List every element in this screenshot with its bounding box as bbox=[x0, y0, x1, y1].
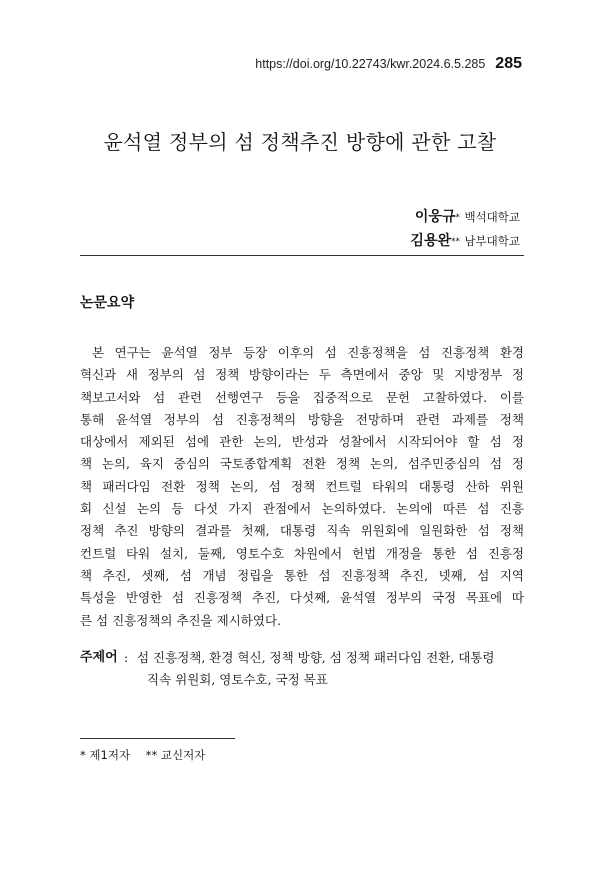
running-header bbox=[255, 55, 522, 73]
abstract-line: 책 패러다임 전환 정책 논의, 섬 정책 컨트럴 타워의 대통령 산하 위원 bbox=[80, 478, 524, 494]
author-name: 이웅규 bbox=[414, 209, 456, 225]
abstract-line: 책보고서와 섬 관련 선행연구 등을 집중적으로 문헌 고찰하였다. 이를 bbox=[80, 389, 524, 405]
author-entry bbox=[410, 206, 520, 230]
footnote-corresponding-author: ** 교신저자 bbox=[145, 748, 206, 762]
abstract-line: 른 섬 진흥정책의 추진을 제시하였다. bbox=[80, 612, 281, 628]
abstract-heading: 논문요약 bbox=[80, 295, 135, 311]
footnote-divider bbox=[80, 738, 235, 739]
abstract-line: 책 논의, 육지 중심의 국토종합계획 전환 정책 논의, 섬주민중심의 섬 정 bbox=[80, 456, 524, 472]
footnotes bbox=[80, 747, 205, 763]
author-entry bbox=[410, 230, 520, 254]
author-name: 김용완 bbox=[410, 233, 451, 249]
keywords-label: 주제어 bbox=[80, 650, 118, 665]
abstract-line: 특성을 반영한 섬 진흥정책 추진, 다섯째, 윤석열 정부의 국정 목표에 따 bbox=[80, 590, 524, 606]
footnote-first-author: * 제1저자 bbox=[80, 748, 131, 762]
abstract-line: 회 신설 논의 등 다섯 가지 관점에서 논의하였다. 논의에 따른 섬 진흥 bbox=[80, 501, 524, 517]
page-number: 285 bbox=[495, 55, 522, 72]
keywords-text bbox=[137, 647, 524, 691]
author-mark: ** bbox=[451, 237, 460, 247]
abstract-body bbox=[80, 342, 524, 632]
abstract-line: 정책 추진 방향의 결과를 첫째, 대통령 직속 위원회에 일원화한 섬 정책 bbox=[80, 523, 524, 539]
abstract-line: 혁신과 새 정부의 섬 정책 방향이라는 두 측면에서 중앙 및 지방정부 정 bbox=[80, 367, 524, 383]
keywords-colon: : bbox=[124, 650, 129, 665]
keywords-block bbox=[80, 647, 524, 691]
paper-title: 윤석열 정부의 섬 정책추진 방향에 관한 고찰 bbox=[103, 130, 497, 154]
header-divider bbox=[80, 255, 524, 256]
abstract-line: 컨트럴 타워 설치, 둘째, 영토수호 차원에서 헌법 개정을 통한 섬 진흥정 bbox=[80, 545, 524, 561]
author-mark: * bbox=[455, 213, 460, 223]
abstract-line: 통해 윤석열 정부의 섬 진흥정책의 방향을 전망하며 관련 과제를 정책 bbox=[80, 411, 524, 427]
abstract-line: 대상에서 제외된 섬에 관한 논의, 반성과 성찰에서 시작되어야 할 섬 정 bbox=[80, 434, 524, 450]
author-affiliation: 남부대학교 bbox=[464, 234, 520, 248]
keywords-line: 섬 진흥정책, 환경 혁신, 정책 방향, 섬 정책 패러다임 전환, 대통령 bbox=[137, 650, 495, 665]
abstract-line: 책 추진, 셋째, 섬 개념 정립을 통한 섬 진흥정책 추진, 넷째, 섬 지역 bbox=[80, 567, 524, 583]
doi-link[interactable]: https://doi.org/10.22743/kwr.2024.6.5.285 bbox=[255, 57, 486, 71]
author-affiliation: 백석대학교 bbox=[464, 210, 520, 224]
abstract-line: 본 연구는 윤석열 정부 등장 이후의 섬 진흥정책을 섬 진흥정책 환경 bbox=[92, 345, 524, 360]
author-block bbox=[410, 206, 520, 254]
keywords-line: 직속 위원회, 영토수호, 국정 목표 bbox=[147, 672, 328, 687]
